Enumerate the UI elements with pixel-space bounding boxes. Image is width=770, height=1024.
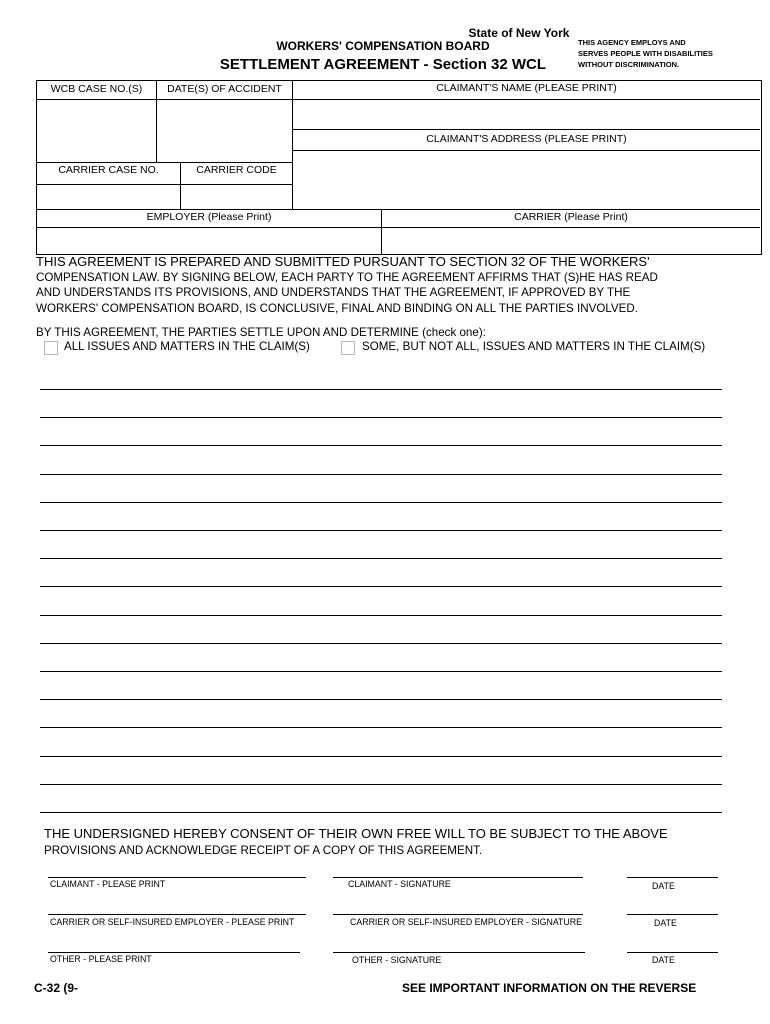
notice-line-1: THIS AGENCY EMPLOYS AND [578, 38, 686, 47]
writing-line[interactable] [40, 671, 722, 672]
all-issues-label: ALL ISSUES AND MATTERS IN THE CLAIM(S) [64, 340, 310, 353]
carrier-case-label: CARRIER CASE NO. [58, 164, 159, 176]
reverse-note: SEE IMPORTANT INFORMATION ON THE REVERSE [402, 981, 697, 995]
carrier-code-label: CARRIER CODE [196, 164, 277, 176]
carrier-code-field[interactable] [181, 185, 292, 209]
other-signature-line[interactable] [333, 952, 585, 953]
claimant-name-label: CLAIMANT'S NAME (PLEASE PRINT) [436, 82, 617, 94]
agreement-line-1: THIS AGREEMENT IS PREPARED AND SUBMITTED PURSUANT TO SECTION 32 OF THE WORKERS' [36, 254, 650, 269]
agreement-paragraph [36, 254, 746, 316]
writing-line[interactable] [40, 417, 722, 418]
carrier-signature-line[interactable] [333, 914, 583, 915]
writing-line[interactable] [40, 699, 722, 700]
employer-field[interactable] [37, 228, 381, 253]
claimant-name-field[interactable] [293, 100, 760, 129]
claimant-signature-label: CLAIMANT - SIGNATURE [348, 879, 451, 889]
claimant-print-line[interactable] [48, 877, 306, 878]
all-issues-checkbox[interactable] [44, 341, 58, 355]
writing-line[interactable] [40, 812, 722, 813]
agreement-line-3: AND UNDERSTANDS ITS PROVISIONS, AND UNDERSTANDS THAT THE AGREEMENT, IF APPROVED BY THE [36, 286, 631, 299]
carrier-date-label: DATE [654, 918, 677, 928]
accident-date-label: DATE(S) OF ACCIDENT [167, 83, 282, 95]
claimant-date-line[interactable] [627, 877, 718, 878]
writing-line[interactable] [40, 558, 722, 559]
agency-notice [578, 37, 758, 70]
writing-line[interactable] [40, 474, 722, 475]
other-print-line[interactable] [48, 952, 300, 953]
writing-line[interactable] [40, 530, 722, 531]
consent-line-1: THE UNDERSIGNED HEREBY CONSENT OF THEIR OWN FREE WILL TO BE SUBJECT TO THE ABOVE [44, 826, 668, 841]
carrier-signature-label: CARRIER OR SELF-INSURED EMPLOYER - SIGNATURE [350, 917, 583, 927]
consent-line-2: PROVISIONS AND ACKNOWLEDGE RECEIPT OF A COPY OF THIS AGREEMENT. [44, 844, 483, 857]
notice-line-3: WITHOUT DISCRIMINATION. [578, 60, 680, 69]
other-date-line[interactable] [627, 952, 718, 953]
state-name: State of New York [468, 26, 570, 40]
writing-line[interactable] [40, 615, 722, 616]
other-print-label: OTHER - PLEASE PRINT [50, 954, 152, 964]
claimant-date-label: DATE [652, 881, 675, 891]
settle-prompt: BY THIS AGREEMENT, THE PARTIES SETTLE UPON AND DETERMINE (check one): [36, 326, 486, 339]
other-signature-label: OTHER - SIGNATURE [352, 955, 442, 965]
divider [36, 162, 293, 163]
writing-line[interactable] [40, 756, 722, 757]
some-issues-checkbox[interactable] [341, 341, 355, 355]
writing-line[interactable] [40, 445, 722, 446]
carrier-case-field[interactable] [37, 185, 180, 209]
agreement-line-2: COMPENSATION LAW. BY SIGNING BELOW, EACH PARTY TO THE AGREEMENT AFFIRMS THAT (S)HE HAS READ [36, 270, 658, 284]
some-issues-label: SOME, BUT NOT ALL, ISSUES AND MATTERS IN THE CLAIM(S) [362, 340, 706, 353]
claimant-address-field[interactable] [293, 151, 760, 209]
writing-line[interactable] [40, 784, 722, 785]
writing-line[interactable] [40, 389, 722, 390]
claimant-print-label: CLAIMANT - PLEASE PRINT [50, 879, 166, 889]
carrier-field[interactable] [382, 228, 760, 253]
other-date-label: DATE [652, 955, 675, 965]
agreement-line-4: WORKERS' COMPENSATION BOARD, IS CONCLUSIVE, FINAL AND BINDING ON ALL THE PARTIES INVOLVED. [36, 301, 638, 315]
divider [36, 209, 760, 210]
writing-line[interactable] [40, 586, 722, 587]
board-heading: WORKERS' COMPENSATION BOARD [276, 39, 490, 53]
carrier-date-line[interactable] [627, 914, 718, 915]
divider [292, 129, 760, 130]
writing-line[interactable] [40, 643, 722, 644]
employer-label: EMPLOYER (Please Print) [146, 211, 272, 223]
form-title: SETTLEMENT AGREEMENT - Section 32 WCL [219, 56, 547, 73]
writing-line[interactable] [40, 502, 722, 503]
carrier-label: CARRIER (Please Print) [514, 211, 628, 223]
carrier-print-label: CARRIER OR SELF-INSURED EMPLOYER - PLEASE PRINT [50, 917, 295, 927]
form-number: C-32 (9- [34, 981, 79, 995]
claimant-address-label: CLAIMANT'S ADDRESS (PLEASE PRINT) [426, 133, 627, 145]
wcb-case-label: WCB CASE NO.(S) [50, 83, 143, 95]
carrier-print-line[interactable] [48, 914, 306, 915]
notice-line-2: SERVES PEOPLE WITH DISABILITIES [578, 49, 713, 58]
writing-line[interactable] [40, 727, 722, 728]
accident-date-field[interactable] [157, 100, 292, 162]
wcb-case-field[interactable] [37, 100, 156, 162]
claimant-signature-line[interactable] [333, 877, 583, 878]
